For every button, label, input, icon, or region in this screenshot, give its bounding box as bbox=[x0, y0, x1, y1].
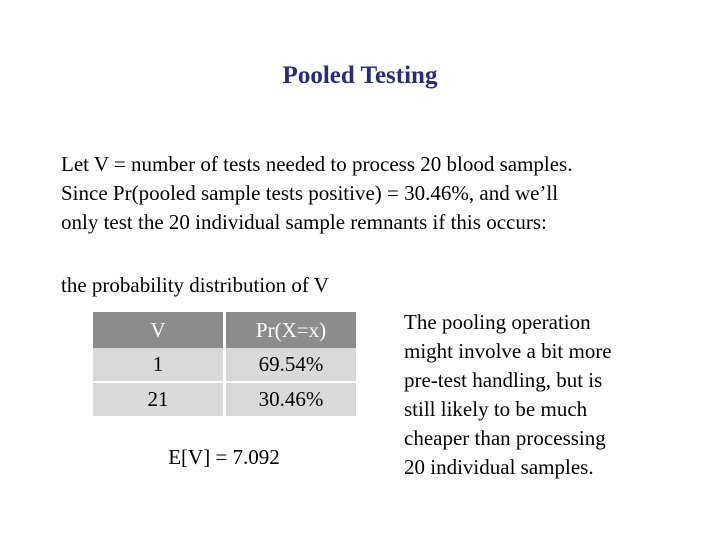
side-note-line-5: cheaper than processing bbox=[404, 426, 606, 450]
side-note bbox=[404, 308, 664, 482]
intro-line-3: only test the 20 individual sample remnants if this occurs: bbox=[61, 210, 547, 234]
header-v: V bbox=[93, 312, 225, 348]
header-probability: Pr(X=x) bbox=[225, 312, 357, 348]
table-row bbox=[93, 382, 356, 416]
probability-distribution-table bbox=[93, 312, 356, 416]
cell-probability: 30.46% bbox=[258, 387, 324, 411]
side-note-line-1: The pooling operation bbox=[404, 310, 591, 334]
intro-paragraph bbox=[61, 150, 671, 237]
intro-line-2: Since Pr(pooled sample tests positive) = 30.46%, and we’ll bbox=[61, 181, 559, 205]
cell-v-value: 21 bbox=[93, 382, 225, 416]
distribution-label: the probability distribution of V bbox=[61, 273, 329, 297]
slide-title: Pooled Testing bbox=[282, 62, 438, 89]
expected-value: E[V] = 7.092 bbox=[168, 445, 280, 469]
table-header-row bbox=[93, 312, 356, 348]
table-row bbox=[93, 348, 356, 382]
intro-line-1: Let V = number of tests needed to process 20 blood samples. bbox=[61, 152, 573, 176]
side-note-line-6: 20 individual samples. bbox=[404, 455, 594, 479]
side-note-line-3: pre-test handling, but is bbox=[404, 368, 603, 392]
side-note-line-2: might involve a bit more bbox=[404, 339, 612, 363]
cell-v-value: 1 bbox=[93, 348, 225, 382]
cell-probability: 69.54% bbox=[225, 348, 357, 382]
side-note-line-4: still likely to be much bbox=[404, 397, 588, 421]
